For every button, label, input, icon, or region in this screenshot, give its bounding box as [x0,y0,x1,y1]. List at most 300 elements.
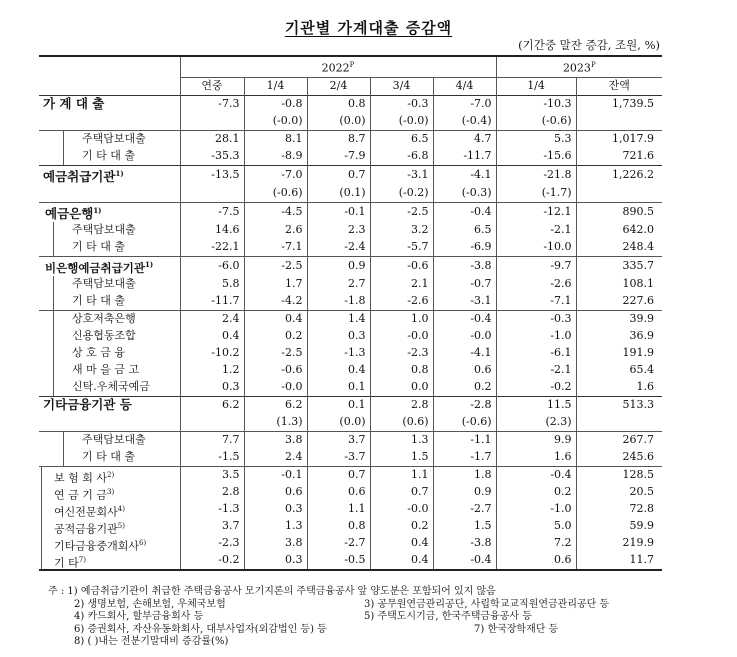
row-label-text [63,432,176,449]
table-cell: -0.4 [496,466,576,484]
table-cell: 2.6 [244,222,307,239]
row-label [39,552,180,570]
row-label-text [41,552,176,569]
table-cell: -0.8 [244,95,307,113]
table-cell: 642.0 [576,222,662,239]
row-label [39,328,180,345]
table-cell: 14.6 [180,222,244,239]
row-label [39,449,180,467]
table-cell: 1.3 [244,518,307,535]
table-cell: 513.3 [576,396,662,414]
table-cell: 72.8 [576,501,662,518]
table-cell: 0.9 [307,256,370,275]
table-cell: 0.4 [180,328,244,345]
table-cell: -0.0 [370,501,433,518]
table-cell: -4.1 [433,165,496,185]
table-cell: 1,739.5 [576,95,662,113]
table-cell: -4.5 [244,202,307,222]
table-cell: 0.7 [370,484,433,501]
table-cell: (-0.0) [244,113,307,131]
row-label-value: 주택담보대출 [72,222,136,236]
table-cell: -0.6 [244,362,307,379]
table-cell: 5.8 [180,276,244,293]
table-cell [180,414,244,432]
table-cell: -3.8 [433,535,496,552]
table-cell: 0.4 [370,552,433,570]
row-label [39,484,180,501]
table-cell: 59.9 [576,518,662,535]
table-cell: 1.6 [496,449,576,467]
row-label-text [63,449,176,466]
table-cell: 2.1 [370,276,433,293]
table-row [39,130,662,148]
table-cell: -0.2 [180,552,244,570]
table-cell: -1.8 [307,293,370,311]
table-row [39,185,662,203]
table-row [39,165,662,185]
table-cell: (-0.3) [433,185,496,203]
row-label [39,379,180,397]
row-label-value: 신탁.우체국예금 [72,379,150,393]
row-label-text [39,257,176,276]
footnote-marker: 3) [107,487,115,496]
table-cell: 5.0 [496,518,576,535]
table-cell: 0.3 [180,379,244,397]
footnote-marker: 2) [107,470,115,479]
table-cell: -0.0 [370,328,433,345]
table-cell [576,185,662,203]
row-label-value: 주택담보대출 [72,276,136,290]
table-cell: 0.4 [307,362,370,379]
col-header: 연중 [180,77,244,95]
table-cell: -6.9 [433,239,496,257]
row-label [39,130,180,148]
row-label [39,396,180,414]
table-cell: -2.6 [496,276,576,293]
table-cell: 1.0 [370,310,433,328]
table-cell: 335.7 [576,256,662,275]
row-label [39,501,180,518]
table-cell: 36.9 [576,328,662,345]
table-cell: -10.3 [496,95,576,113]
table-cell: 0.3 [244,552,307,570]
table-cell: (-0.2) [370,185,433,203]
table-cell: 1.4 [307,310,370,328]
table-cell: 1.2 [180,362,244,379]
col-header: 잔액 [576,77,662,95]
table-cell: (-1.7) [496,185,576,203]
table-cell: 0.6 [496,552,576,570]
table-cell: 1.3 [370,431,433,449]
table-cell: -1.0 [496,328,576,345]
table-cell: 6.2 [180,396,244,414]
header-blank [39,56,180,95]
table-cell: -13.5 [180,165,244,185]
table-row [39,276,662,293]
table-cell: -0.5 [307,552,370,570]
footnote: 3) 공무원연금관리공단, 사립학교교직원연금관리공단 등 [364,598,610,610]
table-cell: 7.2 [496,535,576,552]
row-label-text [53,276,176,293]
row-label-text [39,397,176,413]
table-cell: -2.5 [244,256,307,275]
footnotes [48,586,698,649]
row-label-value: 공적금융기관 [54,522,118,535]
table-cell: 2.8 [180,484,244,501]
row-label-text [63,148,176,165]
table-cell: 5.3 [496,130,576,148]
row-label-value: 연 금 기 금 [54,488,107,501]
table-cell: -7.0 [433,95,496,113]
footnote: 주 : 1) 예금취급기관이 취급한 주택금융공사 모기지론의 주택금융공사 앞 양도분은 포함되어 있지 않음 [48,586,496,597]
table-cell: -7.0 [244,165,307,185]
table-cell: -8.9 [244,148,307,166]
row-label-text [41,501,176,518]
row-label-text [53,239,176,256]
table-cell: 65.4 [576,362,662,379]
row-label-value: 주택담보대출 [82,432,146,446]
col-header: 1/4 [244,77,307,95]
table-cell: -22.1 [180,239,244,257]
table-cell: -2.6 [370,293,433,311]
table-cell: -2.1 [496,222,576,239]
table-row [39,535,662,552]
row-label [39,202,180,222]
table-cell: (0.0) [307,414,370,432]
footnote-marker: 7) [78,555,86,564]
row-label-text [41,467,176,484]
row-label-text [53,379,176,396]
table-row [39,501,662,518]
footnote: 8) ( )내는 전분기말대비 증감률(%) [74,636,229,647]
row-label-value: 비은행예금취급기관 [45,260,145,275]
table-row [39,256,662,275]
row-label [39,414,180,432]
row-label-value: 보 험 회 사 [54,471,107,484]
row-label-value: 기 타 대 출 [72,239,125,253]
table-cell: 227.6 [576,293,662,311]
table-row [39,113,662,131]
table-cell: 3.2 [370,222,433,239]
table-cell: -10.2 [180,345,244,362]
table-cell: -0.1 [307,202,370,222]
row-label-value: 기 타 [54,556,79,570]
table-cell [576,113,662,131]
table-cell: 0.8 [307,518,370,535]
table-cell: 108.1 [576,276,662,293]
table-cell: 1.8 [433,466,496,484]
footnote: 6) 증권회사, 자산유동화회사, 대부사업자(외감법인 등) 등 [74,623,327,635]
table-cell: (0.1) [307,185,370,203]
table-cell: -0.7 [433,276,496,293]
table-cell: -2.5 [370,202,433,222]
table-cell: -11.7 [433,148,496,166]
row-label-value: 예금취급기관 [43,168,116,184]
table-row [39,148,662,166]
table-cell: -1.3 [307,345,370,362]
row-label-value: 주택담보대출 [82,131,146,145]
row-label [39,466,180,484]
table-cell: -3.8 [433,256,496,275]
table-cell: 8.7 [307,130,370,148]
row-label [39,256,180,275]
table-cell: -21.8 [496,165,576,185]
table-cell: 1,017.9 [576,130,662,148]
table-cell: 0.2 [370,518,433,535]
table-cell: 0.9 [433,484,496,501]
table-cell: -9.7 [496,256,576,275]
footnote-marker: 6) [139,538,147,547]
table-cell: -7.5 [180,202,244,222]
table-cell: 2.8 [370,396,433,414]
table-cell: (-0.6) [433,414,496,432]
row-label [39,293,180,311]
row-label-text [53,311,176,328]
table-cell: -7.1 [496,293,576,311]
table-cell: 0.2 [496,484,576,501]
table-cell: 128.5 [576,466,662,484]
row-label-text [39,166,176,185]
table-row [39,449,662,467]
table-cell: -6.1 [496,345,576,362]
table-row [39,310,662,328]
table-row [39,345,662,362]
table-cell: 0.7 [307,165,370,185]
table-cell: 0.1 [307,396,370,414]
table-cell: 6.5 [370,130,433,148]
table-cell: 11.7 [576,552,662,570]
row-label-text [63,131,176,148]
table-cell: 7.7 [180,431,244,449]
table-cell: 2.3 [307,222,370,239]
table-cell: 0.1 [307,379,370,397]
footnote-marker: 1) [144,259,154,269]
row-label-text [41,518,176,535]
table-cell: -6.8 [370,148,433,166]
table-cell [180,185,244,203]
table-row [39,466,662,484]
col-header: 4/4 [433,77,496,95]
table-row [39,239,662,257]
table-cell: 191.9 [576,345,662,362]
table-cell: -0.6 [370,256,433,275]
header-year-2023: $2023^P$ [496,56,662,77]
table-cell: 0.6 [244,484,307,501]
table-cell: 0.4 [370,535,433,552]
table-cell: -15.6 [496,148,576,166]
table-cell [180,113,244,131]
table-cell: -7.3 [180,95,244,113]
table-cell: -3.1 [370,165,433,185]
table-row [39,95,662,113]
unit-label: (기간중 말잔 증감, 조원, %) [518,38,660,52]
col-header: 2/4 [307,77,370,95]
row-label-value: 기 타 대 출 [82,449,135,463]
table-cell: -1.3 [180,501,244,518]
table-cell: 219.9 [576,535,662,552]
row-label-value: 상호저축은행 [72,311,136,325]
table-cell: 721.6 [576,148,662,166]
table-cell: 0.8 [307,95,370,113]
table-cell: -2.5 [244,345,307,362]
row-label-value: 여신전문회사 [54,505,118,518]
table-cell: -7.1 [244,239,307,257]
footnote: 4) 카드회사, 할부금융회사 등 [74,611,204,622]
table-cell [576,414,662,432]
table-cell: -0.2 [496,379,576,397]
table-cell: (-0.4) [433,113,496,131]
row-label [39,113,180,131]
table-row [39,431,662,449]
row-label-value: 기 타 대 출 [72,293,125,307]
table-cell: -2.8 [433,396,496,414]
row-label [39,239,180,257]
table-cell: -10.0 [496,239,576,257]
table-cell: (-0.6) [244,185,307,203]
table-cell: 3.7 [307,431,370,449]
table-row [39,552,662,570]
row-label-text [53,222,176,239]
footnote: 5) 주택도시기금, 한국주택금융공사 등 [364,611,532,622]
row-label [39,165,180,185]
table-row [39,293,662,311]
table-row [39,484,662,501]
table-cell: -0.1 [244,466,307,484]
footnote: 7) 한국장학재단 등 [474,623,559,635]
table-cell: -1.1 [433,431,496,449]
table-cell: -3.1 [433,293,496,311]
table-cell: 0.4 [244,310,307,328]
table-cell: -1.0 [496,501,576,518]
row-label [39,535,180,552]
table-cell: -1.7 [433,449,496,467]
row-label [39,148,180,166]
footnote-marker: 4) [117,504,125,513]
table-cell: 2.7 [307,276,370,293]
row-label [39,362,180,379]
table-cell: -0.3 [496,310,576,328]
table-cell: 245.6 [576,449,662,467]
table-cell: -2.3 [180,535,244,552]
row-label [39,222,180,239]
row-label-text [39,96,176,112]
table-cell: 0.0 [370,379,433,397]
col-header: 1/4 [496,77,576,95]
row-label-text [41,535,176,552]
table-row [39,414,662,432]
table-cell: 267.7 [576,431,662,449]
table-row [39,396,662,414]
table-cell: (2.3) [496,414,576,432]
table-cell: -3.7 [307,449,370,467]
table-cell: -35.3 [180,148,244,166]
table-cell: 1.5 [370,449,433,467]
row-label-value: 새 마 을 금 고 [72,362,140,376]
table-cell: 39.9 [576,310,662,328]
table-cell: -5.7 [370,239,433,257]
row-label [39,185,180,203]
row-label-value: 가 계 대 출 [43,96,105,112]
document-title: 기관별 가계대출 증감액 [284,19,453,37]
table-cell: -4.2 [244,293,307,311]
table-cell: 20.5 [576,484,662,501]
table-cell: -2.1 [496,362,576,379]
row-label-text [41,484,176,501]
table-row [39,222,662,239]
table-cell: 248.4 [576,239,662,257]
table-cell: 6.2 [244,396,307,414]
loan-table [39,55,662,571]
footnote-marker: 1) [115,168,124,178]
footnote: 2) 생명보험, 손해보험, 우체국보험 [74,598,226,610]
table-cell: -0.3 [370,95,433,113]
table-cell: -4.1 [433,345,496,362]
row-label [39,95,180,113]
table-row [39,362,662,379]
table-cell: 3.5 [180,466,244,484]
table-cell: 3.7 [180,518,244,535]
table-cell: 0.3 [307,328,370,345]
row-label-value: 신용협동조합 [72,328,136,342]
table-cell: (-0.0) [370,113,433,131]
table-cell: (-0.6) [496,113,576,131]
row-label [39,431,180,449]
row-label [39,310,180,328]
row-label-text [39,203,176,222]
table-cell: -0.0 [433,328,496,345]
table-cell: -0.4 [433,552,496,570]
row-label-value: 기 타 대 출 [82,148,135,162]
row-label-text [53,362,176,379]
row-label-text [53,328,176,345]
table-cell: -2.7 [433,501,496,518]
table-cell: 0.2 [244,328,307,345]
table-cell: -6.0 [180,256,244,275]
table-cell: 1.7 [244,276,307,293]
table-cell: 4.7 [433,130,496,148]
table-cell: -11.7 [180,293,244,311]
row-label [39,345,180,362]
table-cell: 1.1 [307,501,370,518]
table-cell: 1,226.2 [576,165,662,185]
table-cell: 11.5 [496,396,576,414]
table-cell: -0.4 [433,310,496,328]
table-cell: 0.3 [244,501,307,518]
table-cell: (0.6) [370,414,433,432]
table-cell: (0.0) [307,113,370,131]
table-cell: 3.8 [244,431,307,449]
table-cell: (1.3) [244,414,307,432]
table-cell: 1.5 [433,518,496,535]
table-cell: -1.5 [180,449,244,467]
table-cell: -2.3 [370,345,433,362]
row-label-value: 상 호 금 융 [72,345,125,359]
row-label-text [53,345,176,362]
table-row [39,518,662,535]
table-row [39,328,662,345]
row-label-value: 기타금융중개회사 [54,539,140,552]
footnote-marker: 5) [117,521,125,530]
row-label [39,276,180,293]
table-cell: 0.6 [307,484,370,501]
col-header: 3/4 [370,77,433,95]
row-label-value: 기타금융기관 등 [43,397,132,413]
table-row [39,202,662,222]
table-cell: 0.8 [370,362,433,379]
table-cell: 2.4 [244,449,307,467]
table-cell: -2.4 [307,239,370,257]
row-label [39,518,180,535]
